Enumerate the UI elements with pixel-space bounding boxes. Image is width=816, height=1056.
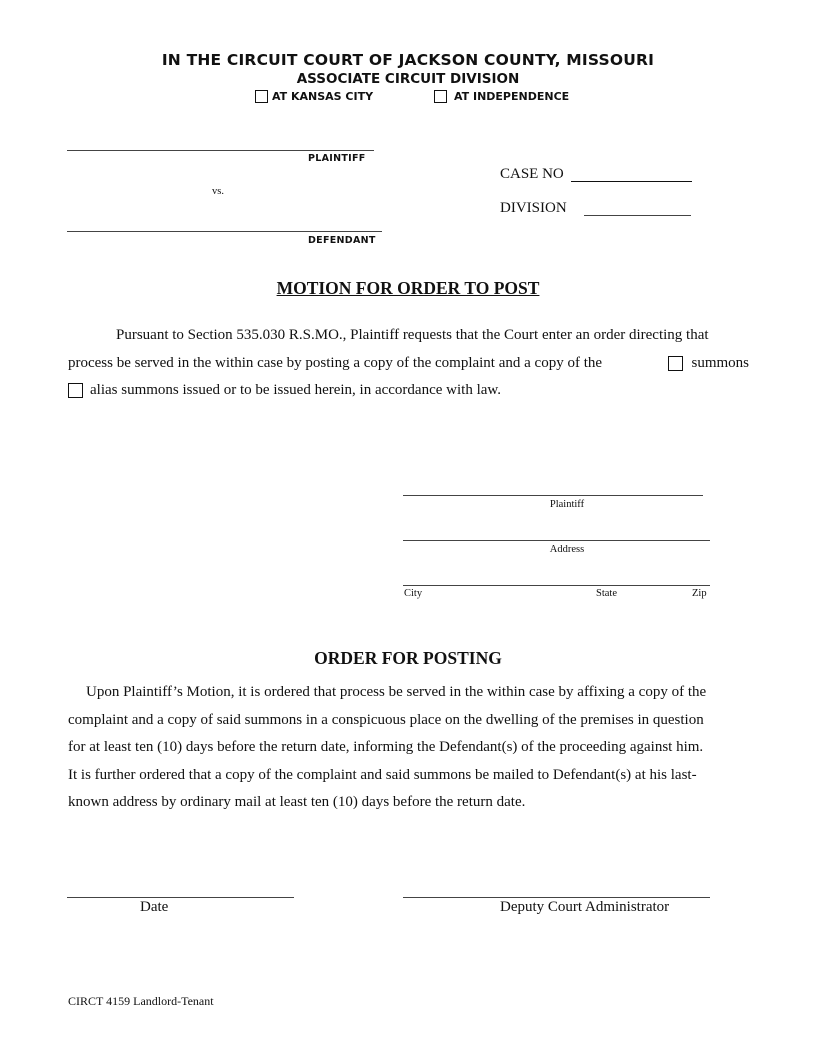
order-line-4: It is further ordered that a copy of the complaint and said summons be mailed to Defendant(s) at his last- [68, 766, 697, 783]
motion-line-2 [68, 350, 749, 378]
city-label: City [404, 588, 423, 599]
plaintiff-signature-label: Plaintiff [549, 499, 585, 510]
motion-line-3-text: alias summons issued or to be issued herein, in accordance with law. [90, 382, 502, 398]
location-independence [434, 90, 569, 103]
order-line-1: Upon Plaintiff’s Motion, it is ordered that process be served in the within case by affixing a copy of the [86, 684, 707, 700]
case-no-field[interactable] [571, 181, 692, 182]
plaintiff-name-line[interactable] [67, 150, 374, 151]
versus-label: vs. [212, 186, 224, 197]
independence-label: AT INDEPENDENCE [454, 90, 570, 103]
order-line-2: complaint and a copy of said summons in a conspicuous place on the dwelling of the premises in question [68, 711, 704, 728]
alias-summons-checkbox[interactable] [68, 383, 83, 398]
administrator-signature-line[interactable] [403, 897, 710, 898]
date-label: Date [140, 899, 169, 915]
defendant-label: DEFENDANT [308, 235, 376, 246]
address-line[interactable] [403, 540, 710, 541]
order-body [68, 679, 749, 817]
independence-checkbox[interactable] [434, 90, 447, 103]
zip-label: Zip [692, 588, 707, 599]
plaintiff-signature-line[interactable] [403, 495, 703, 496]
motion-line-3 [68, 377, 749, 405]
division-label: DIVISION [500, 200, 567, 216]
division-title: ASSOCIATE CIRCUIT DIVISION [296, 71, 520, 87]
date-line[interactable] [67, 897, 294, 898]
order-line-3: for at least ten (10) days before the return date, informing the Defendant(s) of the proceeding against him. [68, 739, 704, 755]
case-no-label: CASE NO [500, 166, 564, 182]
motion-title: MOTION FOR ORDER TO POST [276, 278, 540, 298]
location-kansas-city [255, 90, 373, 103]
motion-line-1: Pursuant to Section 535.030 R.S.MO., Plaintiff requests that the Court enter an order directing that [116, 327, 709, 343]
form-id: CIRCT 4159 Landlord-Tenant [68, 994, 214, 1008]
motion-body [68, 322, 749, 405]
state-label: State [596, 588, 617, 599]
order-line-5: known address by ordinary mail at least ten (10) days before the return date. [68, 794, 526, 810]
summons-checkbox[interactable] [668, 356, 683, 371]
defendant-name-line[interactable] [67, 231, 382, 232]
address-label: Address [549, 544, 585, 555]
city-state-zip-line[interactable] [403, 585, 710, 586]
court-title: IN THE CIRCUIT COURT OF JACKSON COUNTY, MISSOURI [161, 51, 655, 69]
administrator-label: Deputy Court Administrator [500, 899, 670, 915]
plaintiff-label: PLAINTIFF [308, 153, 366, 164]
summons-label: summons [691, 354, 749, 371]
order-title: ORDER FOR POSTING [314, 648, 502, 668]
kansas-city-checkbox[interactable] [255, 90, 268, 103]
division-field[interactable] [584, 215, 691, 216]
motion-line-2-text: process be served in the within case by posting a copy of the complaint and a copy of the [68, 354, 603, 371]
kansas-city-label: AT KANSAS CITY [272, 90, 374, 103]
